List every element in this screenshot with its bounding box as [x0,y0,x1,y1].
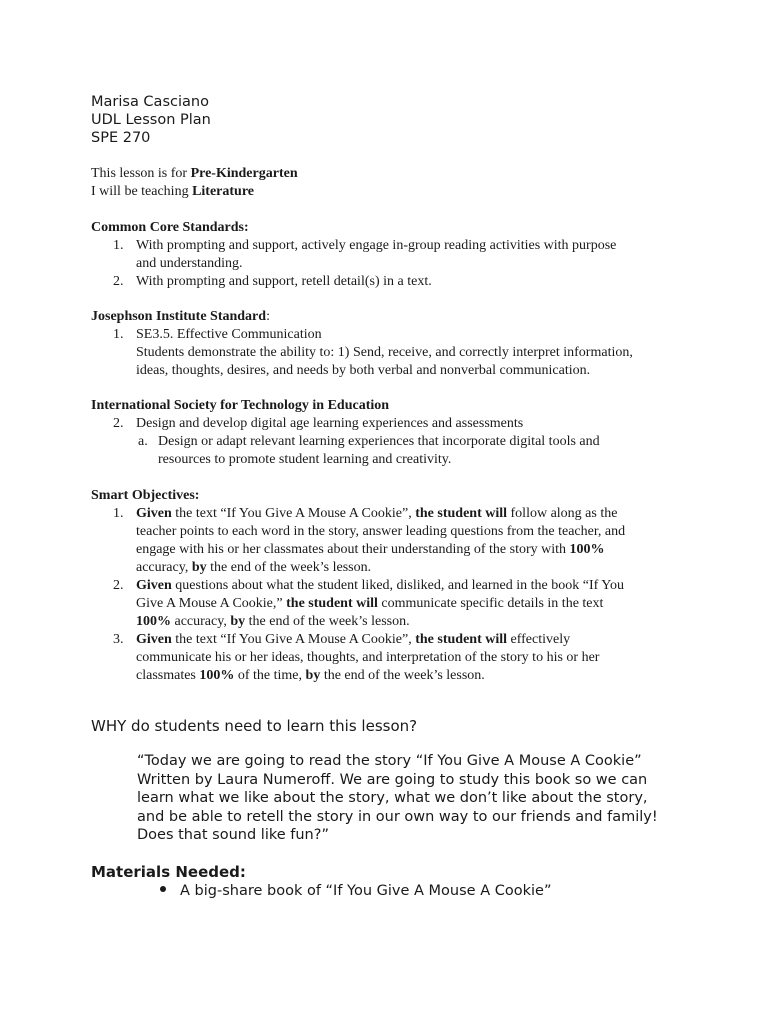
iste-heading: International Society for Technology in Education [91,398,390,413]
list-item: 1. Given the text “If You Give A Mouse A Cookie”, the student will follow along as the teacher points to each word in the story, answer leading questions from the teacher, and engage with his or her classmates about their understanding of the story with 100% accuracy, by the end of the week’s lesson. [113,506,626,575]
why-heading: WHY do students need to learn this lesson? [91,717,418,735]
list-item: 1. SE3.5. Effective Communication Students demonstrate the ability to: 1) Send, receive, and correctly interpret information, ideas, thoughts, desires, and needs by both verbal and nonverbal communication. [113,327,633,378]
sub-list-item: a. Design or adapt relevant learning experiences that incorporate digital tools and resources to promote student learning and creativity. [138,434,600,467]
bullet-icon [160,886,166,892]
common-core-list [91,237,696,291]
intro-section [91,165,298,201]
list-item: 1. With prompting and support, actively engage in-group reading activities with purpose and understanding. [113,238,617,271]
list-item: 2. Given questions about what the student liked, disliked, and learned in the book “If You Give A Mouse A Cookie,” the student will communicate specific details in the text 100% accuracy, by the end of the week’s lesson. [113,578,624,629]
document-header [91,93,211,147]
josephson-list [91,326,696,380]
grade-line: This lesson is for Pre-Kindergarten [91,166,298,181]
grade-value: Pre-Kindergarten [190,166,298,181]
author-name: Marisa Casciano [91,94,209,110]
why-quote: “Today we are going to read the story “If You Give A Mouse A Cookie” Written by Laura Numeroff. We are going to study this book so we can learn what we like about the story, what we don’t like about the story, and be able to retell the story in our own way to our friends and family! Does that sound like fun?” [137,753,658,843]
josephson-section [91,308,696,380]
josephson-heading: Josephson Institute Standard: [91,309,270,324]
smart-objectives-list [91,505,696,685]
list-item: 2. Design and develop digital age learning experiences and assessments [113,416,524,431]
subject-line: I will be teaching Literature [91,184,255,199]
iste-list [91,415,696,433]
iste-section [91,397,696,469]
smart-objectives-section [91,487,696,685]
course-code: SPE 270 [91,130,151,146]
list-item: 3. Given the text “If You Give A Mouse A Cookie”, the student will effectively communicate his or her ideas, thoughts, and interpretation of the story to his or her classmates 100% of the time, by the end of the week’s lesson. [113,632,600,683]
list-item: A big-share book of “If You Give A Mouse A Cookie” [160,882,551,900]
list-item: 2. With prompting and support, retell detail(s) in a text. [113,274,432,289]
materials-list [160,882,551,900]
smart-objectives-heading: Smart Objectives: [91,488,200,503]
common-core-section [91,219,696,291]
subject-value: Literature [192,184,255,199]
document-title: UDL Lesson Plan [91,112,211,128]
materials-heading: Materials Needed: [91,863,246,881]
common-core-heading: Common Core Standards: [91,220,249,235]
